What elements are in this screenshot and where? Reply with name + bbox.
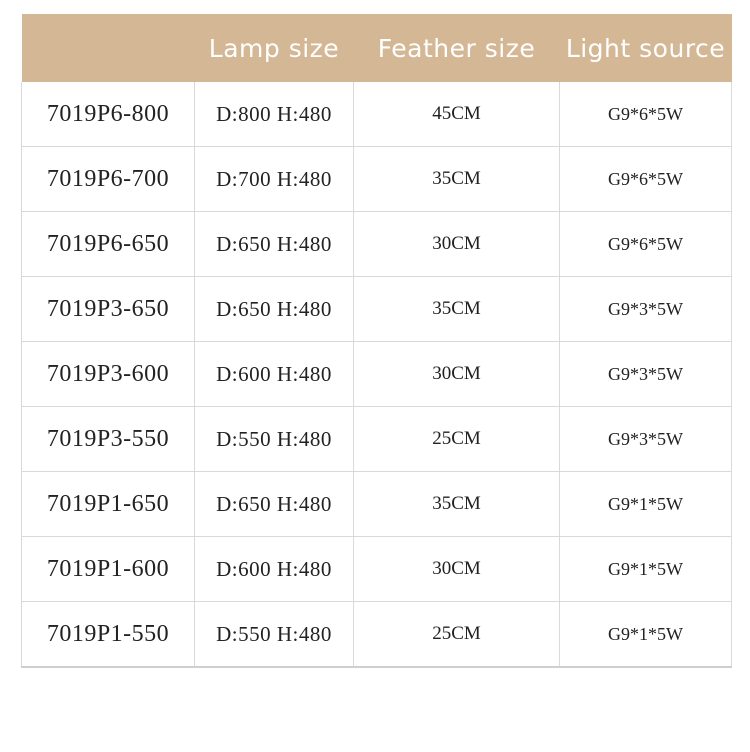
light-source-cell: G9*6*5W — [560, 212, 732, 277]
model-cell: 7019P6-650 — [22, 212, 195, 277]
table-row — [22, 147, 732, 212]
feather-size-cell: 30CM — [354, 537, 560, 602]
lamp-size-cell: D:650 H:480 — [195, 472, 354, 537]
lamp-size-cell: D:650 H:480 — [195, 212, 354, 277]
feather-size-cell: 45CM — [354, 82, 560, 147]
model-cell: 7019P3-600 — [22, 342, 195, 407]
feather-size-cell: 35CM — [354, 472, 560, 537]
light-source-cell: G9*1*5W — [560, 472, 732, 537]
lamp-size-cell: D:650 H:480 — [195, 277, 354, 342]
feather-size-cell: 25CM — [354, 407, 560, 472]
header-model — [22, 14, 195, 82]
table-row — [22, 212, 732, 277]
model-cell: 7019P3-650 — [22, 277, 195, 342]
header-light-source: Light source — [560, 14, 732, 82]
lamp-size-cell: D:600 H:480 — [195, 342, 354, 407]
lamp-size-cell: D:700 H:480 — [195, 147, 354, 212]
model-cell: 7019P1-650 — [22, 472, 195, 537]
table-row — [22, 407, 732, 472]
table-row — [22, 82, 732, 147]
light-source-cell: G9*6*5W — [560, 147, 732, 212]
table-row — [22, 342, 732, 407]
light-source-cell: G9*1*5W — [560, 602, 732, 668]
model-cell: 7019P1-550 — [22, 602, 195, 668]
light-source-cell: G9*3*5W — [560, 342, 732, 407]
model-cell: 7019P1-600 — [22, 537, 195, 602]
light-source-cell: G9*6*5W — [560, 82, 732, 147]
feather-size-cell: 35CM — [354, 277, 560, 342]
table-row — [22, 537, 732, 602]
header-lamp-size: Lamp size — [195, 14, 354, 82]
table-row — [22, 277, 732, 342]
model-cell: 7019P6-800 — [22, 82, 195, 147]
light-source-cell: G9*3*5W — [560, 407, 732, 472]
spec-table — [21, 14, 732, 668]
header-row — [22, 14, 732, 82]
light-source-cell: G9*3*5W — [560, 277, 732, 342]
header-feather-size: Feather size — [354, 14, 560, 82]
lamp-size-cell: D:550 H:480 — [195, 407, 354, 472]
feather-size-cell: 30CM — [354, 212, 560, 277]
lamp-size-cell: D:550 H:480 — [195, 602, 354, 668]
feather-size-cell: 25CM — [354, 602, 560, 668]
light-source-cell: G9*1*5W — [560, 537, 732, 602]
model-cell: 7019P6-700 — [22, 147, 195, 212]
feather-size-cell: 35CM — [354, 147, 560, 212]
table-row — [22, 472, 732, 537]
feather-size-cell: 30CM — [354, 342, 560, 407]
lamp-size-cell: D:800 H:480 — [195, 82, 354, 147]
lamp-size-cell: D:600 H:480 — [195, 537, 354, 602]
table-row — [22, 602, 732, 668]
model-cell: 7019P3-550 — [22, 407, 195, 472]
